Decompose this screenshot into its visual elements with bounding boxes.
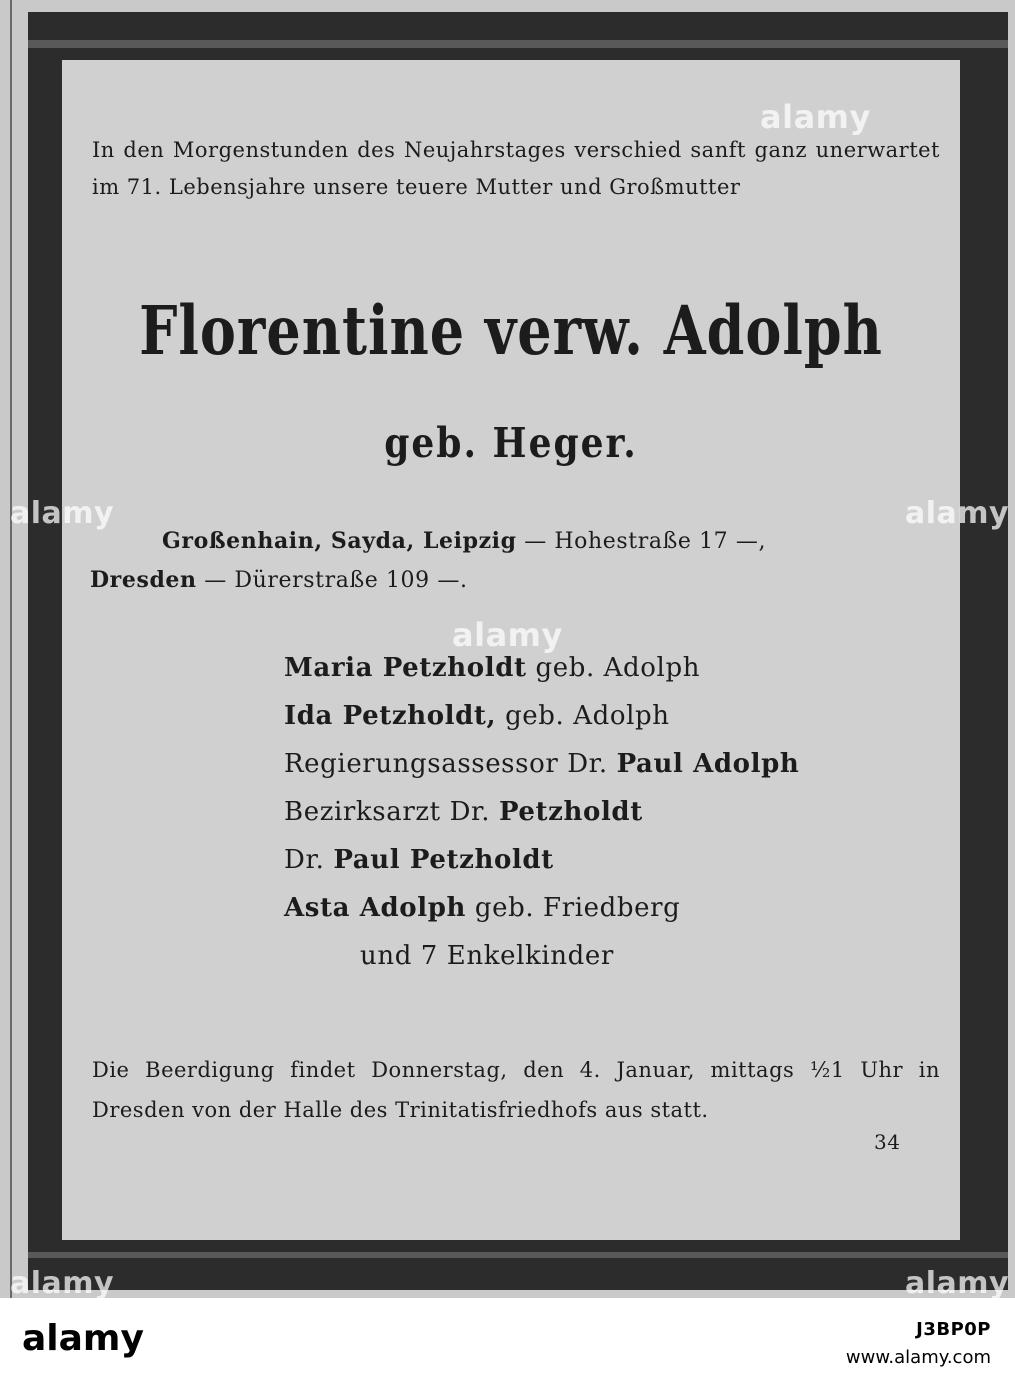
funeral-text: Die Beerdigung findet Donnerstag, den 4. Januar, mittags ½1 Uhr in Dresden von der Halle des Trinitatisfriedhofs aus statt. bbox=[92, 1058, 940, 1122]
mourner-row bbox=[284, 932, 944, 980]
maiden-name: geb. Heger. bbox=[384, 418, 638, 468]
site-url: www.alamy.com bbox=[845, 1347, 991, 1368]
image-id: J3BP0P bbox=[916, 1319, 991, 1340]
column-rule bbox=[10, 0, 12, 1298]
mourner-row bbox=[284, 788, 944, 836]
mourner-prefix: Dr. bbox=[284, 845, 325, 875]
mourner-prefix: Regierungsassessor Dr. bbox=[284, 749, 608, 779]
watermark: alamy bbox=[10, 496, 115, 531]
mourner-suffix: geb. Adolph bbox=[505, 701, 670, 731]
watermark: alamy bbox=[10, 1266, 115, 1301]
mourner-name: Paul Petzholdt bbox=[333, 845, 554, 875]
mourner-name: Paul Adolph bbox=[616, 749, 800, 779]
alamy-logo: alamy bbox=[22, 1318, 144, 1359]
mourner-row bbox=[284, 884, 944, 932]
mourner-prefix: Bezirksarzt Dr. bbox=[284, 797, 491, 827]
watermark: alamy bbox=[452, 616, 563, 654]
intro-text: In den Morgenstunden des Neujahrstages verschied sanft ganz unerwartet im 71. Lebensjahre unsere teuere Mutter und Großmutter bbox=[92, 138, 940, 199]
dresden: Dresden bbox=[90, 567, 197, 593]
mourner-row bbox=[284, 740, 944, 788]
border-stripe-top bbox=[28, 40, 1008, 48]
mourner-name: Ida Petzholdt, bbox=[284, 701, 497, 731]
mourner-row bbox=[284, 644, 944, 692]
mourner-row bbox=[284, 836, 944, 884]
dresden-address: — Dürerstraße 109 —. bbox=[204, 568, 468, 593]
cities: Großenhain, Sayda, Leipzig bbox=[162, 528, 517, 554]
mourner-row bbox=[284, 692, 944, 740]
border-stripe-bottom bbox=[28, 1252, 1008, 1258]
watermark: alamy bbox=[905, 1266, 1010, 1301]
mourner-name: Maria Petzholdt bbox=[284, 653, 527, 683]
mourner-name: Petzholdt bbox=[498, 797, 643, 827]
grandchildren: und 7 Enkelkinder bbox=[360, 941, 614, 971]
leipzig-address: — Hohestraße 17 —, bbox=[524, 529, 767, 554]
mourner-name: Asta Adolph bbox=[284, 893, 466, 923]
mourner-suffix: geb. Friedberg bbox=[474, 893, 681, 923]
mourner-suffix: geb. Adolph bbox=[535, 653, 701, 683]
watermark: alamy bbox=[760, 98, 871, 136]
watermark: alamy bbox=[905, 496, 1010, 531]
deceased-name: Florentine verw. Adolph bbox=[139, 290, 883, 370]
places-block bbox=[90, 522, 942, 600]
mourners-list bbox=[284, 644, 944, 980]
ad-number: 34 bbox=[874, 1130, 901, 1154]
